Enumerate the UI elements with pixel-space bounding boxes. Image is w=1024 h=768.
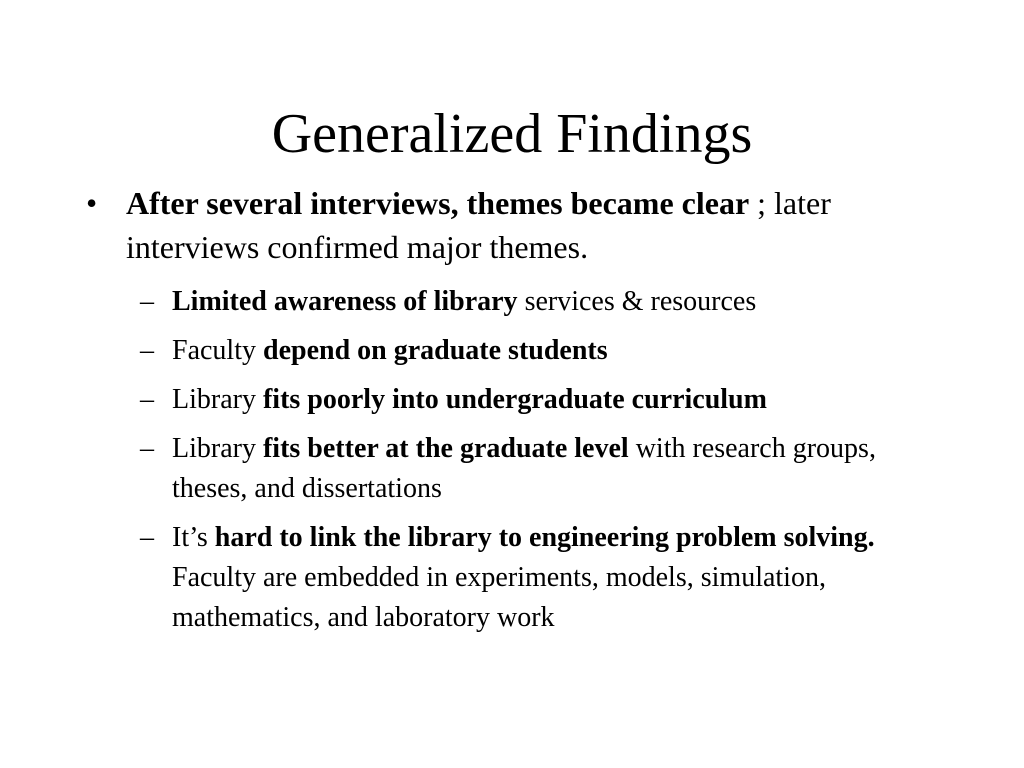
- dash-icon: –: [140, 384, 154, 415]
- sub-bullet-item: [140, 380, 952, 420]
- sub-bullet-bold: Limited awareness of library: [172, 286, 518, 317]
- sub-bullet-pre: It’s: [172, 522, 215, 553]
- dash-icon: –: [140, 335, 154, 366]
- sub-bullet-post: with research groups, theses, and dissertations: [172, 433, 876, 504]
- sub-bullet-item: [140, 518, 952, 638]
- sub-bullet-pre: Library: [172, 433, 263, 464]
- sub-bullet-post: Faculty are embedded in experiments, models, simulation, mathematics, and laboratory work: [172, 562, 826, 633]
- sub-bullet-pre: Faculty: [172, 335, 263, 366]
- sub-bullet-pre: Library: [172, 384, 263, 415]
- main-bullet-text: [126, 181, 956, 269]
- dash-icon: –: [140, 522, 154, 553]
- sub-bullet-list: [140, 282, 952, 647]
- main-bullet-rest: ; later interviews confirmed major themes.: [126, 185, 831, 265]
- dash-icon: –: [140, 433, 154, 464]
- sub-bullet-bold: depend on graduate students: [263, 335, 608, 366]
- sub-bullet-item: [140, 282, 952, 322]
- sub-bullet-bold: hard to link the library to engineering problem solving.: [214, 522, 875, 553]
- slide-title: Generalized Findings: [271, 103, 753, 165]
- dash-icon: –: [140, 286, 154, 317]
- bullet-icon: •: [86, 185, 98, 221]
- sub-bullet-item: [140, 429, 952, 509]
- sub-bullet-bold: fits poorly into undergraduate curriculum: [262, 384, 767, 415]
- sub-bullet-bold: fits better at the graduate level: [262, 433, 629, 464]
- sub-bullet-item: [140, 331, 952, 371]
- main-bullet-bold: After several interviews, themes became clear: [126, 185, 750, 221]
- sub-bullet-post: services & resources: [517, 286, 757, 317]
